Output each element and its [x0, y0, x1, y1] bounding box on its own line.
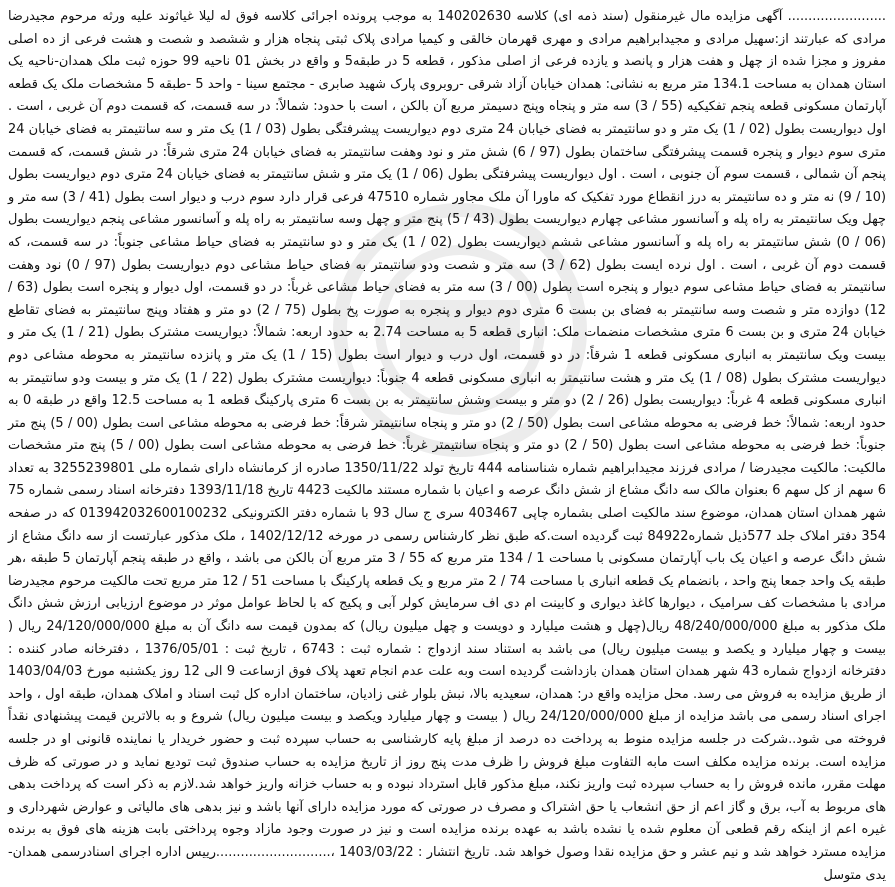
auction-notice: [8, 6, 887, 883]
notice-body-text: ........................ آگهی مزایده مال غیرمنقول (سند ذمه ای) کلاسه 140202630 به موجب پرونده اجرائی کلاسه فوق له لیلا غیاثوند علیه ورثه مرحوم مجیدرضا مرادی که عبارتند از:سهیل مرادی و مجیدابراهیم مرادی و مهری قهرمان خالقی و کیمیا مرادی پلاک ثبتی پنجاه هزار و ششصد و شصت و هشت فرعی از ده اصلی مفروز و مجزا شده از چهل و هفت هزار و پانصد و یازده فرعی از اصلی مذکور ، قطعه 5 در طبقه5 و واقع در بخش 01 ناحیه 99 حوزه ثبت ملک همدان-ناحیه یک استان همدان به مساحت 134.1 متر مربع به نشانی: همدان خیابان آزاد شرقی -روبروی پارک شهید صابری - مجتمع سینا - واحد 5 -طبقه 5 مشخصات ملک یک قطعه آپارتمان مسکونی قطعه پنجم تفکیکیه (55 / 3) سه متر و پنجاه وپنج دسیمتر مربع آن بالکن ، است با حدود: شمالاً: در سه قسمت، که قسمت دوم آن غربی ، است . اول دیواریست بطول (02 / 1) یک متر و دو سانتیمتر به فضای خیابان 24 متری دوم دیواریست پیشرفتگی بطول (03 / 1) یک متر و سه سانتیمتر به فضای خیابان 24 متری سوم دیوار و پنجره قسمت پیشرفتگی ساختمان بطول (97 / 6) شش متر و نود وهفت سانتیمتر به فضای خیابان 24 متری شرقاً: در شش قسمت، که قسمت پنجم آن شمالی ، قسمت سوم آن جنوبی ، است . اول دیواریست پیشرفتگی بطول (06 / 1) یک متر و شش سانتیمتر به فضای خیابان 24 متری دوم دیواریست بطول (10 / 9) نه متر و ده سانتیمتر به درز انقطاع مورد تفکیک که ماورا آن ملک مجاور شماره 47510 فرعی قرار دارد سوم درب و دیوار است بطول (41 / 3) سه متر و چهل ویک سانتیمتر به راه پله و آسانسور مشاعی چهارم دیواریست بطول (43 / 5) پنج متر و چهل وسه سانتیمتر به راه پله و آسانسور مشاعی پنجم دیواریست بطول (06 / 0) شش سانتیمتر به راه پله و آسانسور مشاعی ششم دیواریست بطول (02 / 1) یک متر و دو سانتیمتر به فضای حیاط مشاعی جنوباً: در سه قسمت، که قسمت دوم آن غربی ، است . اول نرده ایست بطول (62 / 3) سه متر و شصت ودو سانتیمتر به فضای حیاط مشاعی دوم دیواریست بطول (97 / 0) نود وهفت سانتیمتر به فضای حیاط مشاعی سوم دیوار و پنجره است بطول (00 / 3) سه متر به فضای حیاط مشاعی غرباً: در دو قسمت، اول دیوار و پنجره است بطول (63 / 12) دوازده متر و شصت وسه سانتیمتر به فضای بن بست 6 متری دوم دیوار و پنجره به صورت پخ بطول (75 / 2) دو متر و هفتاد وپنج سانتیمتر به فضای تقاطع خیابان 24 متری و بن بست 6 متری مشخصات منضمات ملک: انباری قطعه 5 به مساحت 2.74 به حدود اربعه: شمالاً: دیواریست مشترک بطول (21 / 1) یک متر و بیست ویک سانتیمتر به انباری مسکونی قطعه 1 شرقاً: در دو قسمت، اول درب و دیوار است بطول (15 / 1) یک متر و پانزده سانتیمتر به محوطه مشاعی دوم دیواریست مشترک بطول (08 / 1) یک متر و هشت سانتیمتر به انباری مسکونی قطعه 4 جنوباً: دیواریست مشترک بطول (22 / 1) یک متر و بیست ودو سانتیمتر به انباری مسکونی قطعه 4 غرباً: دیواریست بطول (26 / 2) دو متر و بیست وشش سانتیمتر به بن بست 6 متری پارکینگ قطعه 1 به مساحت 12.5 واقع در طبقه 0 به حدود اربعه: شمالاً: خط فرضی به محوطه مشاعی است بطول (50 / 2) دو متر و پنجاه سانتیمتر شرقاً: خط فرضی به محوطه مشاعی است بطول (00 / 5) پنج متر جنوباً: خط فرضی به محوطه مشاعی است بطول (50 / 2) دو متر و پنجاه سانتیمتر غرباً: خط فرضی به محوطه مشاعی است بطول (00 / 5) پنج متر مشخصات مالکیت: مالکیت مجیدرضا / مرادی فرزند مجیدابراهیم شماره شناسنامه 444 تاریخ تولد 1350/11/22 صادره از کرمانشاه دارای شماره ملی 3255239801 به تعداد 6 سهم از کل سهم 6 بعنوان مالک سه دانگ مشاع از شش دانگ عرصه و اعیان با شماره مستند مالکیت 4423 تاریخ 1393/11/18 دفترخانه اسناد رسمی شماره 75 شهر همدان استان همدان، موضوع سند مالکیت اصلی بشماره چاپی 403467 سری ج سال 93 با شماره دفتر الکترونیکی 013942032600100232 که در صفحه 354 دفتر املاک جلد 577ذیل شماره84922 ثبت گردیده است.که طبق نظر کارشناس رسمی در مورخه 1402/12/12 ، ملک مذکور عبارتست از سه دانگ مشاع از شش دانگ عرصه و اعیان یک باب آپارتمان مسکونی با مساحت 1 / 134 متر مربع که 55 / 3 متر مربع آن بالکن می باشد ، واقع در طبقه پنجم آپارتمان 5 طبقه ،هر طبقه یک واحد جمعا پنج واحد ، بانضمام یک قطعه انباری با مساحت 74 / 2 متر مربع و یک قطعه پارکینگ با مساحت 51 / 12 متر مربع تحت مالکیت مرحوم مجیدرضا مرادی با مشخصات کف سرامیک ، دیوارها کاغذ دیواری و کابینت ام دی اف سرمایش کولر آبی و پکیج که با لحاظ عوامل موثر در موضوع ارزیابی ارزش شش دانگ ملک مذکور به مبلغ 48/240/000/000 ریال(چهل و هشت میلیارد و دویست و چهل میلیون ریال) که بمدون قیمت سه دانگ آن به مبلغ 24/120/000/000 ریال ( بیست و چهار میلیارد و یکصد و بیست میلیون ریال) می باشد به استناد سند ازدواج : شماره ثبت : 6743 ، تاریخ ثبت : 1376/05/01 ، دفترخانه صادر کننده : دفترخانه ازدواج شماره 43 شهر همدان استان همدان بازداشت گردیده است وبه علت عدم انجام تعهد پلاک فوق ازساعت 9 الی 12 روز یکشنبه مورخ 1403/04/03 از طریق مزایده به فروش می رسد. محل مزایده واقع در: همدان، سعیدیه بالا، نبش بلوار غنی زادیان، ساختمان اداره کل ثبت اسناد و املاک همدان، طبقه اول ، واحد اجرای اسناد رسمی می باشد مزایده از مبلغ 24/120/000/000 ریال ( بیست و چهار میلیارد ویکصد و بیست میلیون ریال) شروع و به بالاترین قیمت پیشنهادی نقداً فروخته می شود..شرکت در جلسه مزایده منوط به پرداخت ده درصد از مبلغ پایه کارشناسی به حساب سپرده ثبت و حضور خریدار یا نماینده قانونی او در جلسه مزایده است. برنده مزایده مکلف است مابه التفاوت مبلغ فروش را ظرف مدت پنج روز از تاریخ مزایده به حساب صندوق ثبت تودیع نماید و در صورتی که ظرف مهلت مقرر، مانده فروش را به حساب سپرده ثبت واریز نکند، مبلغ مذکور قابل استرداد نبوده و به حساب خزانه واریز خواهد شد.لازم به ذکر است که پرداخت بدهی های مربوط به آب، برق و گاز اعم از حق انشعاب یا حق اشتراک و مصرف در صورتی که مورد مزایده دارای آنها باشد و نیز بدهی های مالیاتی و عوارض شهرداری و غیره اعم از اینکه رقم قطعی آن معلوم شده یا نشده باشد به عهده برنده مزایده است و نیز در صورت وجود مازاد وجوه پرداختی بابت هزینه های فوق به برنده مزایده مسترد خواهد شد و نیم عشر و حق مزایده نقدا وصول خواهد شد. تاریخ انتشار : 1403/03/22 ،............................رییس اداره اجرای اسنادرسمی همدان-یدی متوسل: [8, 9, 887, 883]
